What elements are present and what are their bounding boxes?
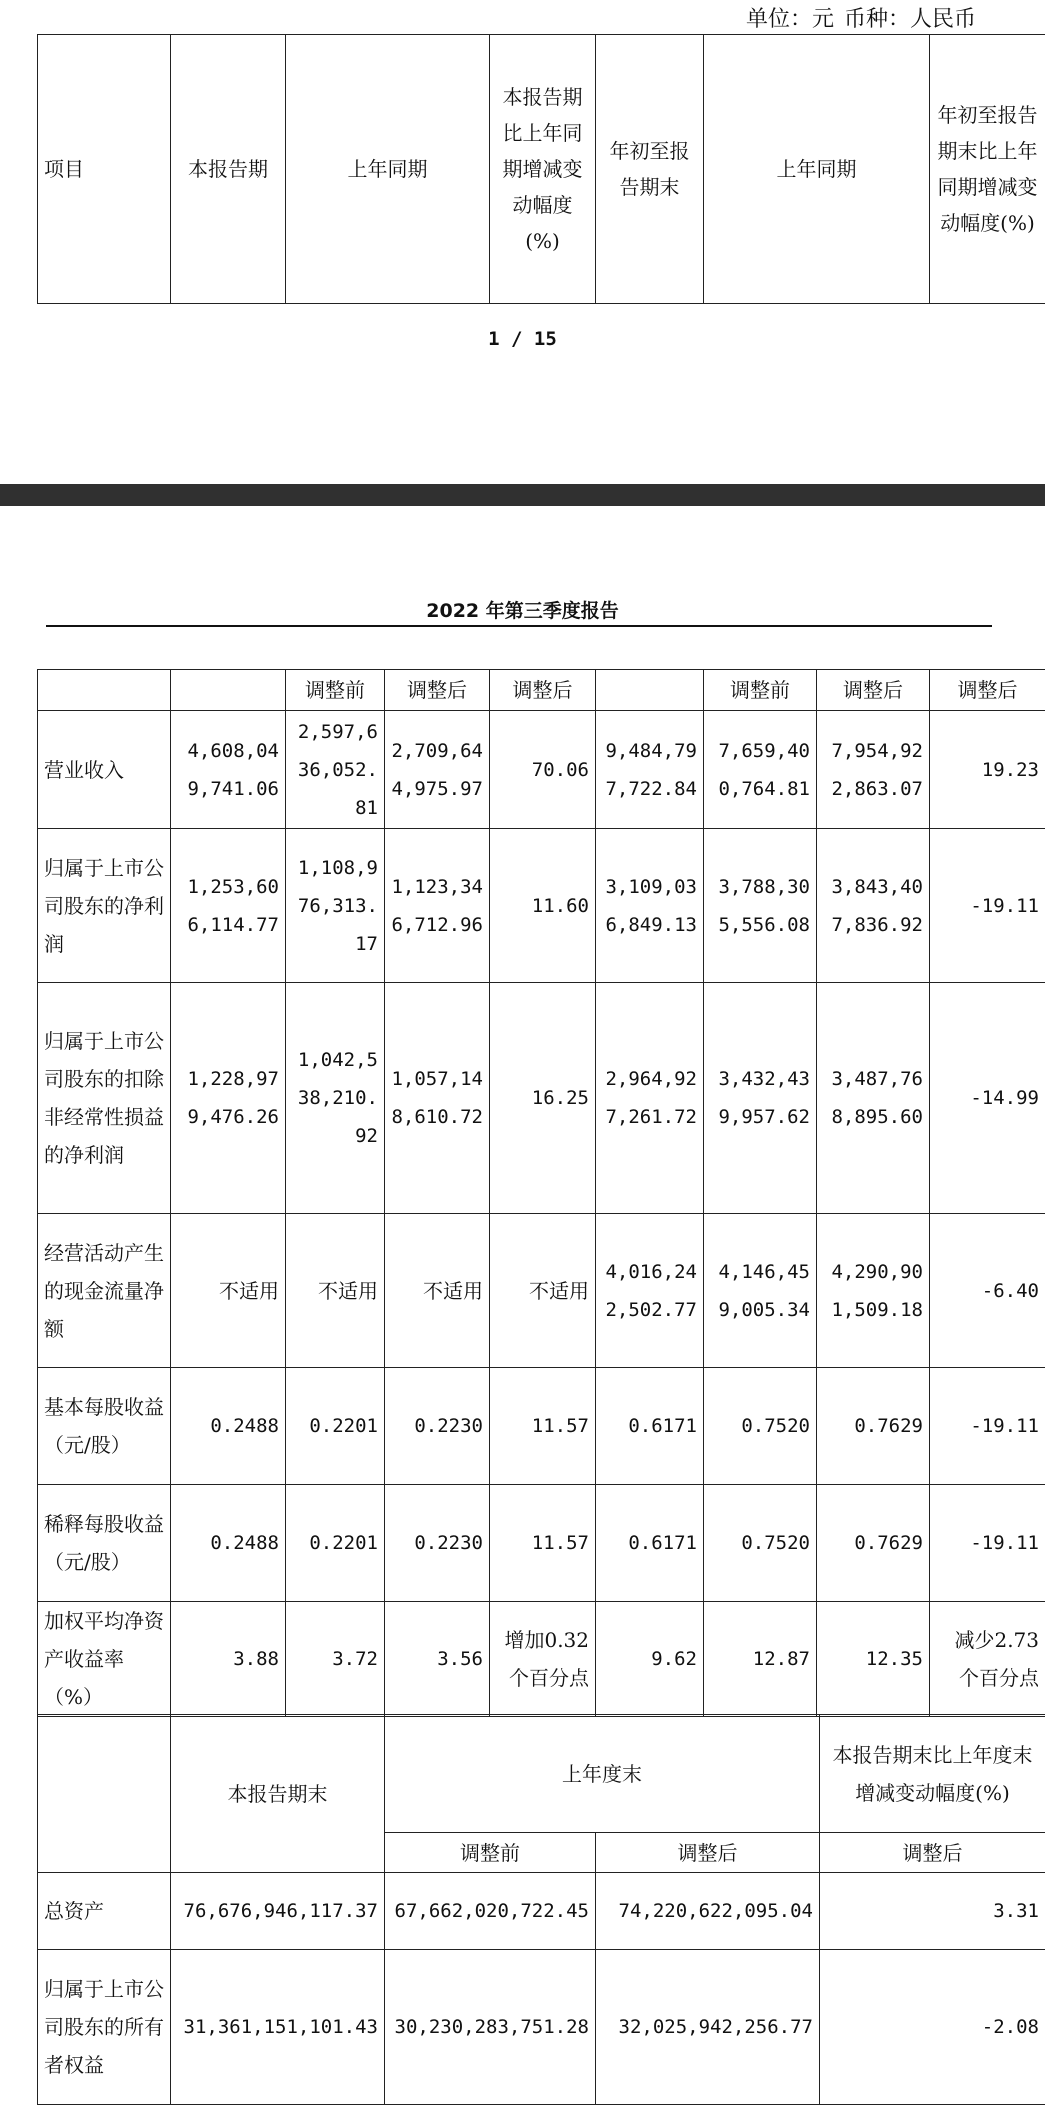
page-number: 1 / 15: [488, 328, 557, 350]
header-after-2: 调整后: [820, 1833, 1045, 1873]
header-last-year-end: 上年度末: [385, 1715, 820, 1833]
table-row: [38, 829, 1045, 983]
sub-header-cell: 调整后: [490, 670, 596, 711]
cell: 3.31: [820, 1873, 1045, 1950]
header-item: 项目: [38, 35, 171, 304]
cell: 0.6171: [596, 1368, 704, 1485]
balance-sheet-table: [37, 1714, 1045, 2105]
row-label: 归属于上市公司股东的所有者权益: [38, 1950, 171, 2105]
cell: 0.2201: [286, 1368, 385, 1485]
sub-header-cell: 调整后: [930, 670, 1045, 711]
cell: 7,659,400,764.81: [704, 711, 817, 829]
cell: 3.88: [171, 1602, 286, 1717]
currency-label: 币种：人民币: [844, 7, 977, 32]
table-row: [38, 711, 1045, 829]
table-row: [38, 1602, 1045, 1717]
cell: 11.60: [490, 829, 596, 983]
cell: 减少2.73个百分点: [930, 1602, 1045, 1717]
cell: 9.62: [596, 1602, 704, 1717]
header-current-period: 本报告期: [171, 35, 286, 304]
header-last-year-ytd: 上年同期: [704, 35, 930, 304]
cell: 4,016,242,502.77: [596, 1214, 704, 1368]
row-label: 归属于上市公司股东的净利润: [38, 829, 171, 983]
cell: 74,220,622,095.04: [596, 1873, 820, 1950]
cell: 1,042,538,210.92: [286, 983, 385, 1214]
cell: -19.11: [930, 829, 1045, 983]
cell: 4,608,049,741.06: [171, 711, 286, 829]
cell: 67,662,020,722.45: [385, 1873, 596, 1950]
cell: 7,954,922,863.07: [817, 711, 930, 829]
table-row: [38, 1950, 1045, 2105]
cell: 3,788,305,556.08: [704, 829, 817, 983]
title-rule: [46, 625, 992, 627]
row-label: 稀释每股收益（元/股）: [38, 1485, 171, 1602]
sub-header-cell: 调整后: [817, 670, 930, 711]
table-row: [38, 1873, 1045, 1950]
cell: 2,597,636,052.81: [286, 711, 385, 829]
cell: 12.87: [704, 1602, 817, 1717]
cell: 0.2230: [385, 1485, 490, 1602]
page-separator: [0, 484, 1045, 506]
report-title: 2022 年第三季度报告: [426, 600, 619, 622]
header-ytd: 年初至报告期末: [596, 35, 704, 304]
cell: 1,228,979,476.26: [171, 983, 286, 1214]
row-label: 基本每股收益（元/股）: [38, 1368, 171, 1485]
table-row: [38, 1485, 1045, 1602]
cell: -19.11: [930, 1485, 1045, 1602]
header-period-change: 本报告期比上年同期增减变动幅度(%): [490, 35, 596, 304]
table-row: [38, 1368, 1045, 1485]
cell: 76,676,946,117.37: [171, 1873, 385, 1950]
cell: 16.25: [490, 983, 596, 1214]
cell: 9,484,797,722.84: [596, 711, 704, 829]
cell: 3.56: [385, 1602, 490, 1717]
cell: 4,290,901,509.18: [817, 1214, 930, 1368]
cell: -14.99: [930, 983, 1045, 1214]
row-label: 总资产: [38, 1873, 171, 1950]
cell: 1,123,346,712.96: [385, 829, 490, 983]
header-period-end: 本报告期末: [171, 1715, 385, 1873]
sub-header-cell: 调整前: [286, 670, 385, 711]
cell: 1,108,976,313.17: [286, 829, 385, 983]
financial-indicators-table: [37, 669, 1045, 1717]
cell: 0.7629: [817, 1368, 930, 1485]
row-label: 加权平均净资产收益率（%）: [38, 1602, 171, 1717]
table-row: [38, 983, 1045, 1214]
cell: -6.40: [930, 1214, 1045, 1368]
cell: 11.57: [490, 1368, 596, 1485]
header-last-year-period: 上年同期: [286, 35, 490, 304]
cell: 1,057,148,610.72: [385, 983, 490, 1214]
cell: 3,843,407,836.92: [817, 829, 930, 983]
cell: 2,709,644,975.97: [385, 711, 490, 829]
cell: 3,432,439,957.62: [704, 983, 817, 1214]
unit-line: [0, 0, 1045, 32]
cell: 0.7520: [704, 1368, 817, 1485]
cell: 11.57: [490, 1485, 596, 1602]
sub-header-row: [38, 670, 1045, 711]
cell: 不适用: [286, 1214, 385, 1368]
row-label: 营业收入: [38, 711, 171, 829]
cell: 3.72: [286, 1602, 385, 1717]
cell: 4,146,459,005.34: [704, 1214, 817, 1368]
cell: 12.35: [817, 1602, 930, 1717]
cell: 0.2488: [171, 1368, 286, 1485]
cell: 0.7520: [704, 1485, 817, 1602]
cell: 不适用: [171, 1214, 286, 1368]
cell: 不适用: [490, 1214, 596, 1368]
row-label: 归属于上市公司股东的扣除非经常性损益的净利润: [38, 983, 171, 1214]
cell: -2.08: [820, 1950, 1045, 2105]
unit-label: 单位：元: [746, 7, 835, 32]
cell: 70.06: [490, 711, 596, 829]
cell: 1,253,606,114.77: [171, 829, 286, 983]
header-ytd-change: 年初至报告期末比上年同期增减变动幅度(%): [930, 35, 1045, 304]
cell: 0.6171: [596, 1485, 704, 1602]
cell: 32,025,942,256.77: [596, 1950, 820, 2105]
cell: 2,964,927,261.72: [596, 983, 704, 1214]
row-label: 经营活动产生的现金流量净额: [38, 1214, 171, 1368]
cell: 3,487,768,895.60: [817, 983, 930, 1214]
cell: 0.2230: [385, 1368, 490, 1485]
cell: 31,361,151,101.43: [171, 1950, 385, 2105]
cell: 不适用: [385, 1214, 490, 1368]
header-after: 调整后: [596, 1833, 820, 1873]
sub-header-cell: 调整前: [704, 670, 817, 711]
header-change: 本报告期末比上年度末增减变动幅度(%): [820, 1715, 1045, 1833]
top-table-header: [37, 34, 1045, 304]
cell: -19.11: [930, 1368, 1045, 1485]
cell: 增加0.32个百分点: [490, 1602, 596, 1717]
cell: 30,230,283,751.28: [385, 1950, 596, 2105]
header-before: 调整前: [385, 1833, 596, 1873]
cell: 19.23: [930, 711, 1045, 829]
table-row: [38, 1214, 1045, 1368]
cell: 0.2488: [171, 1485, 286, 1602]
cell: 3,109,036,849.13: [596, 829, 704, 983]
cell: 0.7629: [817, 1485, 930, 1602]
cell: 0.2201: [286, 1485, 385, 1602]
sub-header-cell: 调整后: [385, 670, 490, 711]
